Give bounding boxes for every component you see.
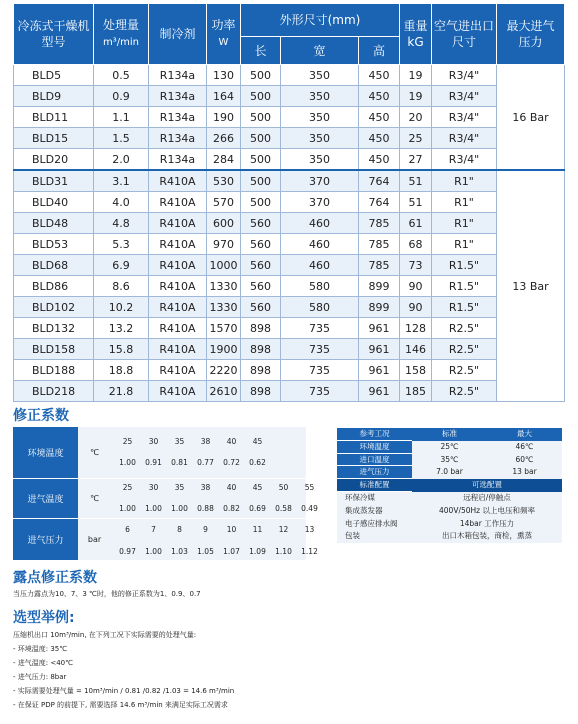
inlet-pressure-unit: bar (78, 519, 111, 560)
spec-cell-l: 898 (241, 339, 281, 360)
spec-cell-ref: R410A (149, 297, 207, 318)
spec-cell-power: 1000 (207, 255, 241, 276)
spec-cell-w: 350 (281, 65, 359, 86)
condition-std: 7.0 bar (412, 466, 487, 479)
spec-row (14, 276, 565, 297)
spec-cell-l: 560 (241, 276, 281, 297)
spec-cell-port: R1" (432, 170, 497, 192)
grid-top-value: 10 (226, 525, 237, 534)
spec-cell-port: R2.5" (432, 339, 497, 360)
spec-cell-power: 1570 (207, 318, 241, 339)
conditions-header-max: 最大 (487, 428, 562, 441)
spec-cell-ref: R410A (149, 255, 207, 276)
spec-cell-w: 735 (281, 318, 359, 339)
grid-factor-value: 1.00 (145, 547, 162, 556)
spec-cell-h: 961 (359, 318, 400, 339)
spec-cell-power: 530 (207, 170, 241, 192)
spec-cell-port: R2.5" (432, 360, 497, 381)
spec-cell-power: 1330 (207, 276, 241, 297)
config-optional: 14bar 工作压力 (412, 518, 562, 531)
grid-factor-value: 0.72 (223, 458, 240, 467)
spec-cell-model: BLD86 (14, 276, 94, 297)
spec-cell-ref: R410A (149, 192, 207, 213)
spec-row (14, 149, 565, 171)
grid-factor-value: 1.03 (171, 547, 188, 556)
conditions-table (337, 428, 562, 543)
spec-row (14, 255, 565, 276)
spec-cell-power: 2610 (207, 381, 241, 402)
spec-cell-h: 764 (359, 192, 400, 213)
spec-cell-port: R2.5" (432, 318, 497, 339)
spec-cell-h: 450 (359, 107, 400, 128)
spec-cell-l: 560 (241, 213, 281, 234)
spec-cell-kg: 51 (400, 170, 432, 192)
dewpoint-title: 露点修正系数 (13, 570, 97, 586)
spec-cell-model: BLD11 (14, 107, 94, 128)
spec-cell-model: BLD53 (14, 234, 94, 255)
grid-factor-value: 0.77 (197, 458, 214, 467)
ambient-temp-unit: ℃ (78, 427, 111, 478)
header-power: 功率 W (207, 4, 241, 65)
correction-title: 修正系数 (13, 408, 69, 424)
example-line: - 进气温度: <40℃ (13, 659, 73, 667)
header-weight: 重量 kG (400, 4, 432, 65)
inlet-pressure-grid (13, 519, 318, 560)
spec-cell-l: 560 (241, 234, 281, 255)
grid-factor-value: 1.00 (119, 458, 136, 467)
spec-cell-port: R1" (432, 192, 497, 213)
conditions-header-name: 参考工况 (337, 428, 412, 441)
spec-cell-ref: R410A (149, 339, 207, 360)
example-line: 压缩机出口 10m³/min, 在下列工况下实际需要的处理气量: (13, 631, 197, 639)
grid-factor-value: 1.00 (119, 504, 136, 513)
grid-factor-value: 1.07 (223, 547, 240, 556)
spec-cell-port: R3/4" (432, 128, 497, 149)
spec-cell-port: R3/4" (432, 86, 497, 107)
spec-row (14, 381, 565, 402)
grid-top-value: 11 (252, 525, 263, 534)
inlet-pressure-label: 进气压力 (13, 519, 78, 560)
condition-row (337, 441, 562, 454)
grid-factor-value: 0.82 (223, 504, 240, 513)
config-optional: 400V/50Hz 以上电压和频率 (412, 505, 562, 518)
spec-cell-flow: 8.6 (94, 276, 149, 297)
spec-cell-flow: 13.2 (94, 318, 149, 339)
example-line: - 环境温度: 35℃ (13, 645, 68, 653)
config-row (337, 530, 562, 543)
spec-row (14, 170, 565, 192)
header-width: 宽 (281, 37, 359, 65)
spec-cell-model: BLD158 (14, 339, 94, 360)
spec-cell-flow: 4.0 (94, 192, 149, 213)
config-header-opt: 可选配置 (412, 479, 562, 492)
spec-row (14, 318, 565, 339)
spec-cell-port: R3/4" (432, 149, 497, 171)
max-pressure-13bar: 13 Bar (497, 170, 565, 402)
spec-cell-kg: 146 (400, 339, 432, 360)
spec-cell-kg: 73 (400, 255, 432, 276)
example-line: - 在保证 PDP 的前提下, 需要选择 14.6 m³/min 来满足实际工况需求 (13, 701, 228, 709)
spec-row (14, 339, 565, 360)
spec-cell-ref: R410A (149, 276, 207, 297)
max-pressure-16bar: 16 Bar (497, 65, 565, 171)
spec-cell-power: 266 (207, 128, 241, 149)
spec-cell-h: 785 (359, 213, 400, 234)
config-standard: 电子感应排水阀 (337, 518, 412, 531)
grid-factor-value: 0.88 (197, 504, 214, 513)
spec-cell-flow: 4.8 (94, 213, 149, 234)
grid-factor-value: 1.00 (145, 504, 162, 513)
spec-cell-model: BLD9 (14, 86, 94, 107)
spec-cell-w: 735 (281, 360, 359, 381)
spec-row (14, 297, 565, 318)
spec-cell-h: 450 (359, 86, 400, 107)
spec-cell-kg: 185 (400, 381, 432, 402)
spec-cell-model: BLD15 (14, 128, 94, 149)
spec-cell-kg: 19 (400, 65, 432, 86)
grid-top-value: 35 (174, 483, 185, 492)
grid-top-value: 9 (203, 525, 208, 534)
condition-row (337, 466, 562, 479)
spec-cell-ref: R410A (149, 170, 207, 192)
config-optional: 远程启/停触点 (412, 492, 562, 505)
grid-top-value: 50 (278, 483, 289, 492)
grid-factor-value: 0.58 (275, 504, 292, 513)
spec-cell-port: R3/4" (432, 65, 497, 86)
config-row (337, 505, 562, 518)
spec-cell-flow: 10.2 (94, 297, 149, 318)
spec-cell-l: 898 (241, 318, 281, 339)
grid-factor-value: 0.97 (119, 547, 136, 556)
spec-cell-l: 560 (241, 297, 281, 318)
spec-cell-w: 370 (281, 170, 359, 192)
spec-cell-h: 961 (359, 339, 400, 360)
spec-cell-kg: 61 (400, 213, 432, 234)
spec-cell-l: 500 (241, 128, 281, 149)
dewpoint-text: 当压力露点为10、7、3 ℃时，他的修正系数为1、0.9、0.7 (13, 590, 201, 598)
spec-cell-model: BLD40 (14, 192, 94, 213)
spec-cell-ref: R134a (149, 128, 207, 149)
spec-cell-model: BLD31 (14, 170, 94, 192)
grid-factor-value: 1.05 (197, 547, 214, 556)
spec-cell-port: R1.5" (432, 276, 497, 297)
grid-factor-value: 1.12 (301, 547, 318, 556)
spec-cell-l: 898 (241, 381, 281, 402)
spec-row (14, 360, 565, 381)
grid-top-value: 25 (122, 437, 133, 446)
spec-cell-h: 785 (359, 234, 400, 255)
spec-cell-h: 961 (359, 381, 400, 402)
spec-cell-kg: 19 (400, 86, 432, 107)
spec-cell-flow: 6.9 (94, 255, 149, 276)
spec-cell-flow: 0.5 (94, 65, 149, 86)
spec-cell-h: 961 (359, 360, 400, 381)
spec-cell-kg: 68 (400, 234, 432, 255)
condition-name: 进口温度 (337, 454, 412, 467)
spec-cell-port: R2.5" (432, 381, 497, 402)
spec-cell-h: 785 (359, 255, 400, 276)
spec-row (14, 107, 565, 128)
condition-std: 25℃ (412, 441, 487, 454)
ambient-temp-grid (13, 427, 306, 478)
config-standard: 环保冷媒 (337, 492, 412, 505)
inlet-temp-unit: ℃ (78, 479, 111, 518)
grid-top-value: 7 (151, 525, 156, 534)
spec-cell-w: 735 (281, 339, 359, 360)
grid-factor-value: 1.10 (275, 547, 292, 556)
config-optional: 出口木箱包装，商检，熏蒸 (412, 530, 562, 543)
spec-cell-model: BLD68 (14, 255, 94, 276)
grid-top-value: 30 (148, 437, 159, 446)
spec-cell-power: 570 (207, 192, 241, 213)
spec-cell-flow: 21.8 (94, 381, 149, 402)
spec-cell-l: 500 (241, 107, 281, 128)
config-row (337, 518, 562, 531)
spec-cell-w: 460 (281, 234, 359, 255)
grid-factor-value: 0.69 (249, 504, 266, 513)
spec-cell-model: BLD132 (14, 318, 94, 339)
spec-cell-power: 600 (207, 213, 241, 234)
spec-cell-h: 450 (359, 149, 400, 171)
grid-factor-value: 1.00 (171, 504, 188, 513)
spec-cell-w: 580 (281, 297, 359, 318)
spec-cell-ref: R134a (149, 65, 207, 86)
spec-cell-ref: R134a (149, 107, 207, 128)
conditions-header-std: 标准 (412, 428, 487, 441)
spec-cell-w: 580 (281, 276, 359, 297)
grid-top-value: 55 (304, 483, 315, 492)
grid-top-value: 35 (174, 437, 185, 446)
grid-factor-value: 0.91 (145, 458, 162, 467)
grid-top-value: 38 (200, 483, 211, 492)
spec-cell-port: R1" (432, 234, 497, 255)
grid-top-value: 45 (252, 437, 263, 446)
spec-cell-w: 370 (281, 192, 359, 213)
spec-cell-kg: 25 (400, 128, 432, 149)
spec-cell-kg: 158 (400, 360, 432, 381)
spec-cell-flow: 1.5 (94, 128, 149, 149)
spec-cell-w: 350 (281, 86, 359, 107)
spec-cell-kg: 90 (400, 276, 432, 297)
spec-cell-ref: R134a (149, 86, 207, 107)
spec-cell-model: BLD218 (14, 381, 94, 402)
example-line: - 进气压力: 8bar (13, 673, 67, 681)
spec-cell-w: 350 (281, 149, 359, 171)
grid-factor-value: 0.49 (301, 504, 318, 513)
spec-cell-port: R1.5" (432, 255, 497, 276)
grid-top-value: 13 (304, 525, 315, 534)
spec-cell-kg: 20 (400, 107, 432, 128)
spec-cell-power: 164 (207, 86, 241, 107)
spec-cell-h: 450 (359, 128, 400, 149)
conditions-header (337, 428, 562, 441)
spec-cell-l: 500 (241, 170, 281, 192)
spec-cell-flow: 15.8 (94, 339, 149, 360)
spec-cell-ref: R410A (149, 213, 207, 234)
spec-cell-kg: 128 (400, 318, 432, 339)
config-standard: 包装 (337, 530, 412, 543)
spec-cell-power: 284 (207, 149, 241, 171)
config-header-std: 标准配置 (337, 479, 412, 492)
grid-top-value: 8 (177, 525, 182, 534)
inlet-pressure-values (111, 519, 318, 560)
inlet-temp-grid (13, 479, 318, 518)
spec-cell-kg: 90 (400, 297, 432, 318)
spec-cell-power: 1900 (207, 339, 241, 360)
spec-cell-ref: R410A (149, 318, 207, 339)
spec-row (14, 213, 565, 234)
spec-cell-power: 2220 (207, 360, 241, 381)
grid-top-value: 38 (200, 437, 211, 446)
spec-cell-port: R1" (432, 213, 497, 234)
spec-cell-flow: 3.1 (94, 170, 149, 192)
grid-top-value: 30 (148, 483, 159, 492)
spec-cell-w: 350 (281, 107, 359, 128)
spec-cell-power: 1330 (207, 297, 241, 318)
config-row (337, 492, 562, 505)
spec-cell-model: BLD20 (14, 149, 94, 171)
spec-cell-flow: 5.3 (94, 234, 149, 255)
spec-cell-l: 500 (241, 65, 281, 86)
grid-top-value: 25 (122, 483, 133, 492)
spec-row (14, 192, 565, 213)
spec-cell-w: 735 (281, 381, 359, 402)
spec-row (14, 65, 565, 86)
example-line: - 实际需要处理气量 = 10m³/min / 0.81 /0.82 /1.03 = 14.6 m³/min (13, 687, 235, 695)
spec-cell-ref: R410A (149, 381, 207, 402)
spec-cell-flow: 1.1 (94, 107, 149, 128)
spec-cell-l: 500 (241, 149, 281, 171)
spec-table (13, 3, 565, 402)
spec-cell-ref: R410A (149, 234, 207, 255)
grid-top-value: 6 (125, 525, 130, 534)
condition-row (337, 454, 562, 467)
spec-cell-l: 898 (241, 360, 281, 381)
header-refrigerant: 制冷剂 (149, 4, 207, 65)
header-height: 高 (359, 37, 400, 65)
spec-cell-w: 350 (281, 128, 359, 149)
spec-cell-power: 970 (207, 234, 241, 255)
condition-max: 60℃ (487, 454, 562, 467)
condition-max: 13 bar (487, 466, 562, 479)
config-header (337, 479, 562, 492)
spec-cell-model: BLD48 (14, 213, 94, 234)
header-max-pressure: 最大进气 压力 (497, 4, 565, 65)
spec-cell-flow: 2.0 (94, 149, 149, 171)
spec-cell-ref: R134a (149, 149, 207, 171)
header-dimensions: 外形尺寸(mm) (241, 4, 400, 37)
spec-cell-l: 500 (241, 192, 281, 213)
spec-cell-model: BLD188 (14, 360, 94, 381)
header-length: 长 (241, 37, 281, 65)
spec-cell-h: 899 (359, 276, 400, 297)
spec-cell-power: 130 (207, 65, 241, 86)
spec-cell-h: 899 (359, 297, 400, 318)
ambient-temp-values (111, 427, 306, 478)
grid-top-value: 45 (252, 483, 263, 492)
header-port: 空气进出口 尺寸 (432, 4, 497, 65)
spec-cell-l: 500 (241, 86, 281, 107)
grid-factor-value: 0.81 (171, 458, 188, 467)
spec-cell-h: 764 (359, 170, 400, 192)
spec-cell-ref: R410A (149, 360, 207, 381)
spec-cell-w: 460 (281, 213, 359, 234)
inlet-temp-label: 进气温度 (13, 479, 78, 518)
ambient-temp-label: 环境温度 (13, 427, 78, 478)
condition-max: 46℃ (487, 441, 562, 454)
grid-top-value: 12 (278, 525, 289, 534)
spec-cell-kg: 51 (400, 192, 432, 213)
grid-factor-value: 0.62 (249, 458, 266, 467)
spec-cell-port: R1.5" (432, 297, 497, 318)
spec-cell-flow: 18.8 (94, 360, 149, 381)
spec-cell-power: 190 (207, 107, 241, 128)
grid-top-value: 40 (226, 483, 237, 492)
spec-cell-port: R3/4" (432, 107, 497, 128)
spec-cell-l: 560 (241, 255, 281, 276)
grid-top-value: 40 (226, 437, 237, 446)
spec-cell-flow: 0.9 (94, 86, 149, 107)
header-model: 冷冻式干燥机 型号 (14, 4, 94, 65)
spec-row (14, 128, 565, 149)
spec-cell-kg: 27 (400, 149, 432, 171)
spec-cell-model: BLD102 (14, 297, 94, 318)
spec-cell-model: BLD5 (14, 65, 94, 86)
condition-name: 环境温度 (337, 441, 412, 454)
header-flow: 处理量 m³/min (94, 4, 149, 65)
spec-cell-w: 460 (281, 255, 359, 276)
spec-row (14, 86, 565, 107)
example-title: 选型举例: (13, 610, 75, 626)
condition-name: 进气压力 (337, 466, 412, 479)
spec-row (14, 234, 565, 255)
config-standard: 集成蒸发器 (337, 505, 412, 518)
spec-cell-h: 450 (359, 65, 400, 86)
inlet-temp-values (111, 479, 318, 518)
condition-std: 35℃ (412, 454, 487, 467)
grid-factor-value: 1.09 (249, 547, 266, 556)
